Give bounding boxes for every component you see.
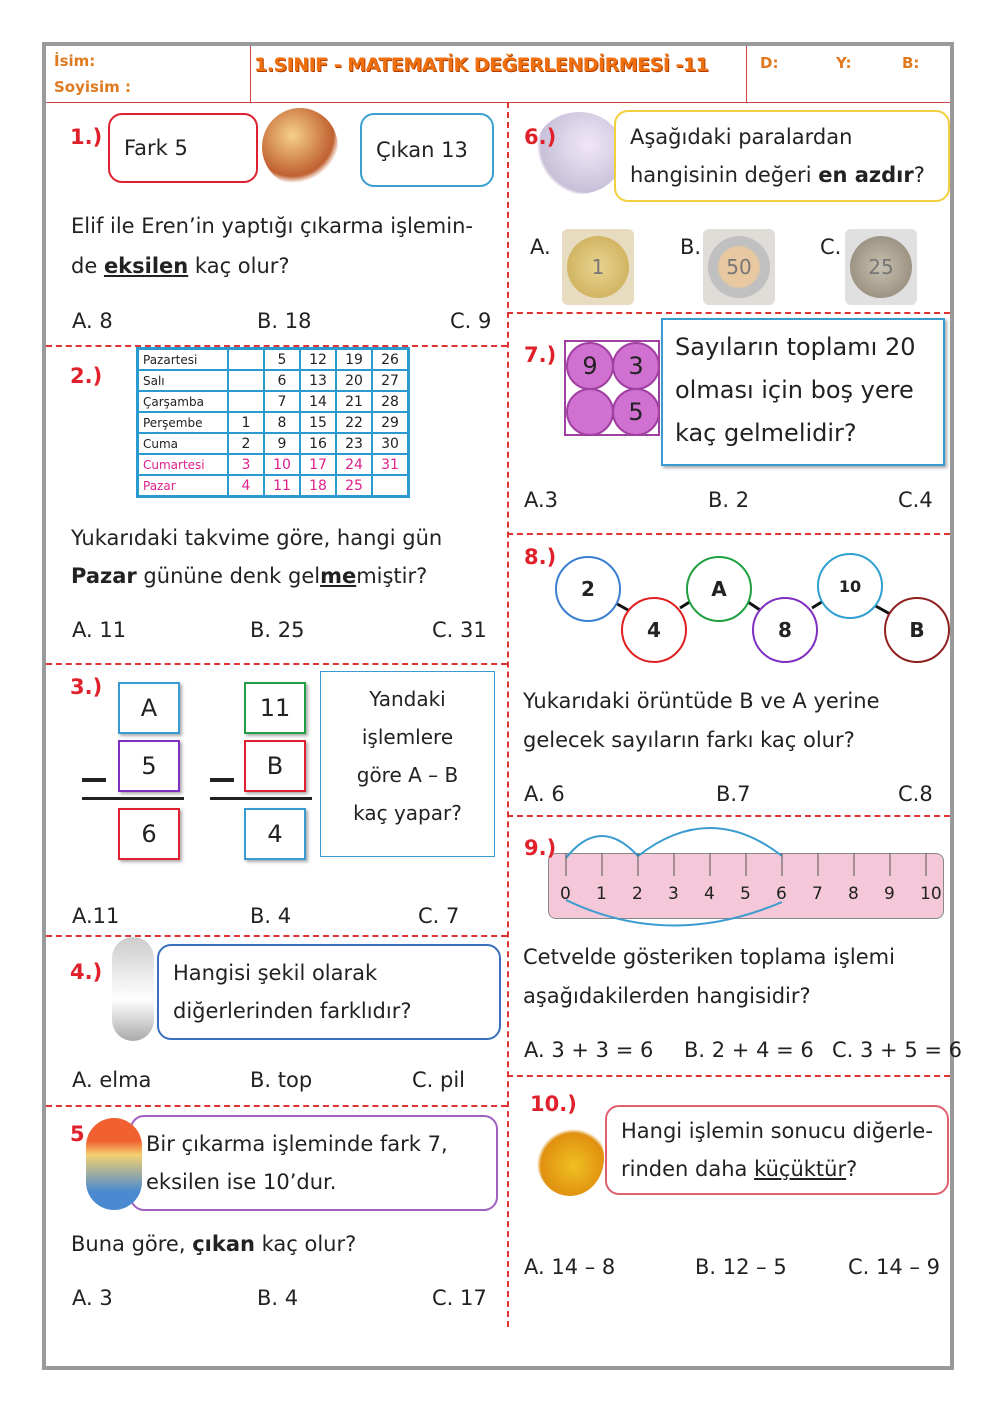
calendar-cell: 2 <box>228 433 264 454</box>
calendar-cell: 29 <box>372 412 409 433</box>
question-number: 5 <box>70 1122 85 1146</box>
calendar-cell: 19 <box>336 349 372 371</box>
calendar-cell: 9 <box>264 433 300 454</box>
pattern-circle: 10 <box>817 553 883 619</box>
option-c[interactable]: C. 31 <box>432 618 487 642</box>
option-c[interactable]: C. 17 <box>432 1286 487 1310</box>
grid-circle: 3 <box>612 342 660 390</box>
coin-1-lira[interactable]: 1 <box>562 229 634 305</box>
calendar-cell: Cumartesi <box>138 454 229 475</box>
ruler-label: 2 <box>632 884 643 904</box>
calendar-cell: 22 <box>336 412 372 433</box>
girl-illustration <box>86 1118 142 1210</box>
divider <box>46 1105 507 1107</box>
calendar-cell: 25 <box>336 475 372 497</box>
option-c[interactable]: C. 14 – 9 <box>848 1255 940 1279</box>
speech-bubble: Fark 5 <box>108 113 258 183</box>
calendar-cell: 18 <box>300 475 336 497</box>
bee-illustration <box>536 1120 604 1196</box>
name-label: İsim: <box>54 52 96 70</box>
option-a[interactable]: A. 3 <box>72 1286 113 1310</box>
question-text: Yukarıdaki örüntüde B ve A yerine <box>523 689 880 713</box>
calendar-cell: 11 <box>264 475 300 497</box>
option-a[interactable]: A. 3 + 3 = 6 <box>524 1038 654 1062</box>
option-b[interactable]: B. <box>680 235 702 259</box>
calendar-cell: Cuma <box>138 433 229 454</box>
score-b: B: <box>902 54 920 72</box>
calendar-cell: 7 <box>264 391 300 412</box>
option-b[interactable]: B. 4 <box>250 904 292 928</box>
option-a[interactable]: A.3 <box>524 488 559 512</box>
speech-bubble: Hangisi şekil olarak diğerlerinden farklıdır? <box>157 944 501 1040</box>
ruler-label: 9 <box>884 884 895 904</box>
option-b[interactable]: B.7 <box>716 782 751 806</box>
calendar-cell: 15 <box>300 412 336 433</box>
question-number: 1.) <box>70 125 103 149</box>
question-number: 10.) <box>530 1092 577 1116</box>
question-text: de eksilen kaç olur? <box>71 254 290 278</box>
ruler-label: 0 <box>560 884 571 904</box>
calendar-cell: 24 <box>336 454 372 475</box>
ruler-label: 4 <box>704 884 715 904</box>
number-box: 11 <box>244 682 306 734</box>
number-box: 5 <box>118 740 180 792</box>
calendar-cell: 23 <box>336 433 372 454</box>
calendar-cell: 1 <box>228 412 264 433</box>
calendar-cell: 31 <box>372 454 409 475</box>
question-number: 6.) <box>524 125 557 149</box>
calendar-cell: 6 <box>264 370 300 391</box>
pattern-circle: 2 <box>555 556 621 622</box>
option-c[interactable]: C. <box>820 235 842 259</box>
calendar-cell: 28 <box>372 391 409 412</box>
option-c[interactable]: C. pil <box>412 1068 466 1092</box>
option-b[interactable]: B. 2 + 4 = 6 <box>684 1038 814 1062</box>
question-number: 4.) <box>70 960 103 984</box>
number-box: A <box>118 682 180 734</box>
calendar-cell: 20 <box>336 370 372 391</box>
calendar-cell: 12 <box>300 349 336 371</box>
calendar-cell: Pazartesi <box>138 349 229 371</box>
grid-circle: 9 <box>566 342 614 390</box>
question-number: 2.) <box>70 364 103 388</box>
option-a[interactable]: A. 11 <box>72 618 127 642</box>
question-number: 9.) <box>524 836 557 860</box>
speech-bubble: Çıkan 13 <box>360 113 494 187</box>
question-number: 8.) <box>524 545 557 569</box>
calendar-cell: 26 <box>372 349 409 371</box>
pattern-circle: 8 <box>752 597 818 663</box>
calendar-cell: 3 <box>228 454 264 475</box>
divider <box>507 1075 950 1077</box>
option-a[interactable]: A. 8 <box>72 309 113 333</box>
pattern-circle: A <box>686 556 752 622</box>
calendar-cell: 17 <box>300 454 336 475</box>
option-c[interactable]: C. 9 <box>450 309 492 333</box>
calendar-cell: 27 <box>372 370 409 391</box>
option-c[interactable]: C.8 <box>898 782 933 806</box>
coin-25-kurus[interactable]: 25 <box>845 229 917 305</box>
question-text: Elif ile Eren’in yaptığı çıkarma işlemin- <box>71 214 473 238</box>
question-text: Cetvelde gösteriken toplama işlemi <box>523 945 895 969</box>
calendar-cell: Perşembe <box>138 412 229 433</box>
calendar-cell: 30 <box>372 433 409 454</box>
option-b[interactable]: B. 2 <box>708 488 750 512</box>
ruler-label: 3 <box>668 884 679 904</box>
number-box: 6 <box>118 808 180 860</box>
question-box: Sayıların toplamı 20 olması için boş yere kaç gelmelidir? <box>661 318 945 466</box>
option-b[interactable]: B. 4 <box>257 1286 299 1310</box>
question-text: Yukarıdaki takvime göre, hangi gün <box>71 526 443 550</box>
option-a[interactable]: A. 6 <box>524 782 565 806</box>
question-text: gelecek sayıların farkı kaç olur? <box>523 728 855 752</box>
calendar-cell: 16 <box>300 433 336 454</box>
question-text: aşağıdakilerden hangisidir? <box>523 984 811 1008</box>
question-box: Yandaki işlemlere göre A – B kaç yapar? <box>320 671 495 857</box>
calendar-cell: 13 <box>300 370 336 391</box>
calendar-cell: 5 <box>264 349 300 371</box>
speech-bubble: Aşağıdaki paralardan hangisinin değeri en azdır? <box>614 110 950 202</box>
option-c[interactable]: C.4 <box>898 488 933 512</box>
pattern-circle: 4 <box>621 597 687 663</box>
calendar-cell: 14 <box>300 391 336 412</box>
option-a[interactable]: A. 14 – 8 <box>524 1255 616 1279</box>
score-d: D: <box>760 54 779 72</box>
question-number: 7.) <box>524 343 557 367</box>
ruler-label: 10 <box>920 884 942 904</box>
option-b[interactable]: B. 12 – 5 <box>695 1255 787 1279</box>
option-a[interactable]: A. <box>530 235 551 259</box>
question-text: Buna göre, çıkan kaç olur? <box>71 1232 357 1256</box>
option-a[interactable]: A. elma <box>72 1068 152 1092</box>
option-c[interactable]: C. 7 <box>418 904 460 928</box>
score-y: Y: <box>836 54 852 72</box>
calendar-cell: 8 <box>264 412 300 433</box>
ruler-label: 6 <box>776 884 787 904</box>
ruler-label: 8 <box>848 884 859 904</box>
ruler-label: 1 <box>596 884 607 904</box>
ruler-label: 7 <box>812 884 823 904</box>
option-b[interactable]: B. top <box>250 1068 313 1092</box>
calendar-cell: Salı <box>138 370 229 391</box>
calendar-cell: Çarşamba <box>138 391 229 412</box>
option-a[interactable]: A.11 <box>72 904 120 928</box>
number-box: B <box>244 740 306 792</box>
pattern-circle: B <box>884 597 950 663</box>
option-b[interactable]: B. 25 <box>250 618 305 642</box>
speech-bubble: Hangi işlemin sonucu diğerle- rinden daha küçüktür? <box>605 1105 949 1195</box>
page-title: 1.SINIF - MATEMATİK DEĞERLENDİRMESİ -11 <box>254 54 709 76</box>
coin-50-kurus[interactable]: 50 <box>703 229 775 305</box>
option-b[interactable]: B. 18 <box>257 309 312 333</box>
calendar-cell: 10 <box>264 454 300 475</box>
speech-bubble: Bir çıkarma işleminde fark 7, eksilen ise 10’dur. <box>130 1115 498 1211</box>
calendar-cell: Pazar <box>138 475 229 497</box>
question-text: Pazar gününe denk gelmemiştir? <box>71 564 428 588</box>
surname-label: Soyisim : <box>54 78 131 96</box>
calendar-cell: 21 <box>336 391 372 412</box>
grid-circle: 5 <box>612 388 660 436</box>
calendar-cell: 4 <box>228 475 264 497</box>
question-number: 3.) <box>70 675 103 699</box>
ruler-label: 5 <box>740 884 751 904</box>
option-c[interactable]: C. 3 + 5 = 6 <box>832 1038 962 1062</box>
number-box: 4 <box>244 808 306 860</box>
